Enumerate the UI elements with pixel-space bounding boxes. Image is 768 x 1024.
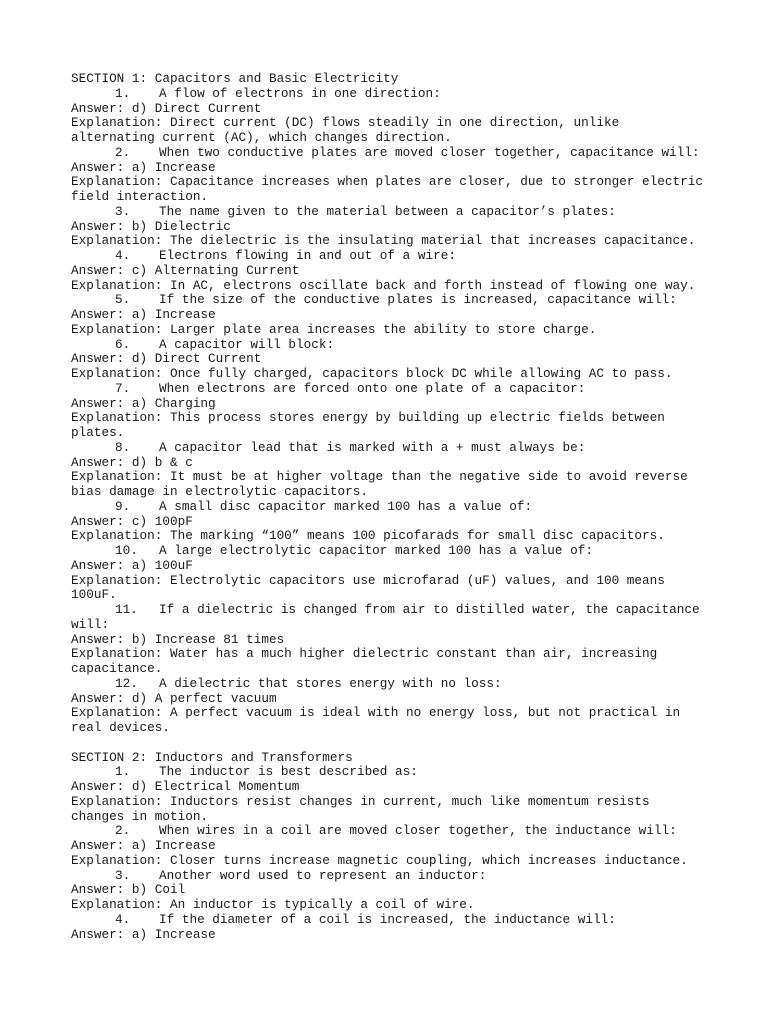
answer-line: Answer: d) Electrical Momentum: [71, 779, 300, 794]
explanation-line: Explanation: In AC, electrons oscillate back and forth instead of flowing one way.: [71, 277, 696, 293]
question-line: [71, 382, 711, 397]
question-number: 6.: [115, 336, 131, 352]
explanation-line: Explanation: The marking “100” means 100 picofarads for small disc capacitors.: [71, 528, 665, 544]
explanation-line: Explanation: Closer turns increase magnetic coupling, which increases inductance.: [71, 852, 688, 868]
question-line: [71, 87, 711, 102]
question-line: [71, 500, 711, 515]
explanation-line: Explanation: Capacitance increases when plates are closer, due to stronger electric: [71, 174, 703, 190]
question-line: [71, 869, 711, 884]
question-text: If a dielectric is changed from air to distilled water, the capacitance: [159, 602, 700, 617]
question-line: [71, 205, 711, 220]
answer-line: Answer: d) b & c: [71, 454, 193, 470]
answer-line: Answer: a) Increase: [71, 307, 216, 322]
question-number: 4.: [115, 911, 131, 927]
explanation-line: Explanation: It must be at higher voltage than the negative side to avoid reverse: [71, 469, 688, 485]
question-number: 9.: [115, 498, 131, 514]
question-text: A capacitor lead that is marked with a + must always be:: [159, 439, 586, 455]
question-text: When two conductive plates are moved closer together, capacitance will:: [159, 144, 700, 160]
explanation-line: 100uF.: [71, 587, 117, 603]
explanation-line: Explanation: Direct current (DC) flows steadily in one direction, unlike: [71, 115, 620, 131]
question-text: A flow of electrons in one direction:: [159, 85, 441, 101]
question-text: Electrons flowing in and out of a wire:: [159, 248, 456, 263]
question-text: Another word used to represent an inductor:: [159, 867, 487, 883]
answer-line: Answer: a) Charging: [71, 395, 216, 411]
answer-line: Answer: d) Direct Current: [71, 100, 262, 116]
question-text: If the diameter of a coil is increased, the inductance will:: [159, 911, 616, 927]
question-number: 7.: [115, 380, 131, 396]
answer-line: Answer: b) Dielectric: [71, 218, 231, 234]
explanation-line: bias damage in electrolytic capacitors.: [71, 484, 368, 499]
question-text: The name given to the material between a capacitor’s plates:: [159, 203, 616, 219]
answer-line: Answer: d) Direct Current: [71, 351, 262, 367]
question-number: 12.: [115, 675, 138, 691]
answer-line: Answer: b) Increase 81 times: [71, 631, 285, 647]
question-number: 11.: [115, 602, 138, 617]
section-title: SECTION 1: Capacitors and Basic Electricity: [71, 71, 399, 86]
question-line: [71, 677, 711, 692]
question-number: 2.: [115, 144, 131, 160]
question-text: The inductor is best described as:: [159, 764, 418, 780]
explanation-line: Explanation: This process stores energy by building up electric fields between: [71, 410, 665, 426]
question-number: 3.: [115, 867, 131, 883]
question-line: [71, 249, 711, 264]
question-number: 8.: [115, 439, 131, 455]
answer-line: Answer: c) Alternating Current: [71, 262, 300, 278]
section-title: SECTION 2: Inductors and Transformers: [71, 749, 353, 765]
explanation-line: Explanation: An inductor is typically a coil of wire.: [71, 897, 475, 912]
answer-line: Answer: a) Increase: [71, 159, 216, 175]
question-line: [71, 603, 711, 618]
answer-line: Answer: a) 100uF: [71, 557, 193, 573]
question-line: [71, 441, 711, 456]
section-spacer: [71, 736, 711, 751]
question-line: [71, 338, 711, 353]
answer-line: Answer: c) 100pF: [71, 513, 193, 529]
answer-line: Answer: a) Increase: [71, 926, 216, 942]
answer-line: Answer: d) A perfect vacuum: [71, 690, 277, 706]
answer-line: Answer: b) Coil: [71, 882, 186, 898]
document-body: [71, 72, 711, 942]
question-text-wrap: will:: [71, 616, 110, 632]
explanation-line: Explanation: A perfect vacuum is ideal with no energy loss, but not practical in: [71, 705, 681, 721]
explanation-line: changes in motion.: [71, 808, 209, 824]
question-number: 2.: [115, 823, 131, 839]
question-number: 4.: [115, 248, 131, 263]
question-text: A capacitor will block:: [159, 336, 335, 352]
question-text: If the size of the conductive plates is increased, capacitance will:: [159, 292, 677, 308]
question-line: [71, 913, 711, 928]
question-line: [71, 765, 711, 780]
explanation-line: capacitance.: [71, 661, 163, 676]
question-line: [71, 544, 711, 559]
explanation-line: Explanation: Inductors resist changes in current, much like momentum resists: [71, 793, 650, 809]
explanation-line: Explanation: Electrolytic capacitors use microfarad (uF) values, and 100 means: [71, 572, 665, 588]
explanation-line: Explanation: Once fully charged, capacitors block DC while allowing AC to pass.: [71, 366, 673, 381]
question-line: [71, 293, 711, 308]
question-text: A small disc capacitor marked 100 has a value of:: [159, 498, 533, 514]
explanation-line: Explanation: The dielectric is the insulating material that increases capacitance.: [71, 233, 696, 249]
explanation-line: plates.: [71, 425, 125, 440]
question-text: A dielectric that stores energy with no loss:: [159, 675, 502, 691]
question-text: A large electrolytic capacitor marked 100 has a value of:: [159, 543, 593, 558]
question-number: 1.: [115, 85, 131, 101]
explanation-line: Explanation: Larger plate area increases the ability to store charge.: [71, 321, 597, 337]
question-line: [71, 824, 711, 839]
question-number: 5.: [115, 292, 131, 308]
explanation-line: real devices.: [71, 720, 170, 735]
question-number: 3.: [115, 203, 131, 219]
answer-line: Answer: a) Increase: [71, 838, 216, 853]
question-text: When electrons are forced onto one plate of a capacitor:: [159, 380, 586, 396]
explanation-line: Explanation: Water has a much higher dielectric constant than air, increasing: [71, 646, 658, 662]
explanation-line: field interaction.: [71, 189, 209, 204]
explanation-line: alternating current (AC), which changes direction.: [71, 130, 452, 145]
question-number: 10.: [115, 543, 138, 558]
question-text: When wires in a coil are moved closer together, the inductance will:: [159, 823, 677, 839]
question-line: [71, 146, 711, 161]
question-number: 1.: [115, 764, 131, 780]
